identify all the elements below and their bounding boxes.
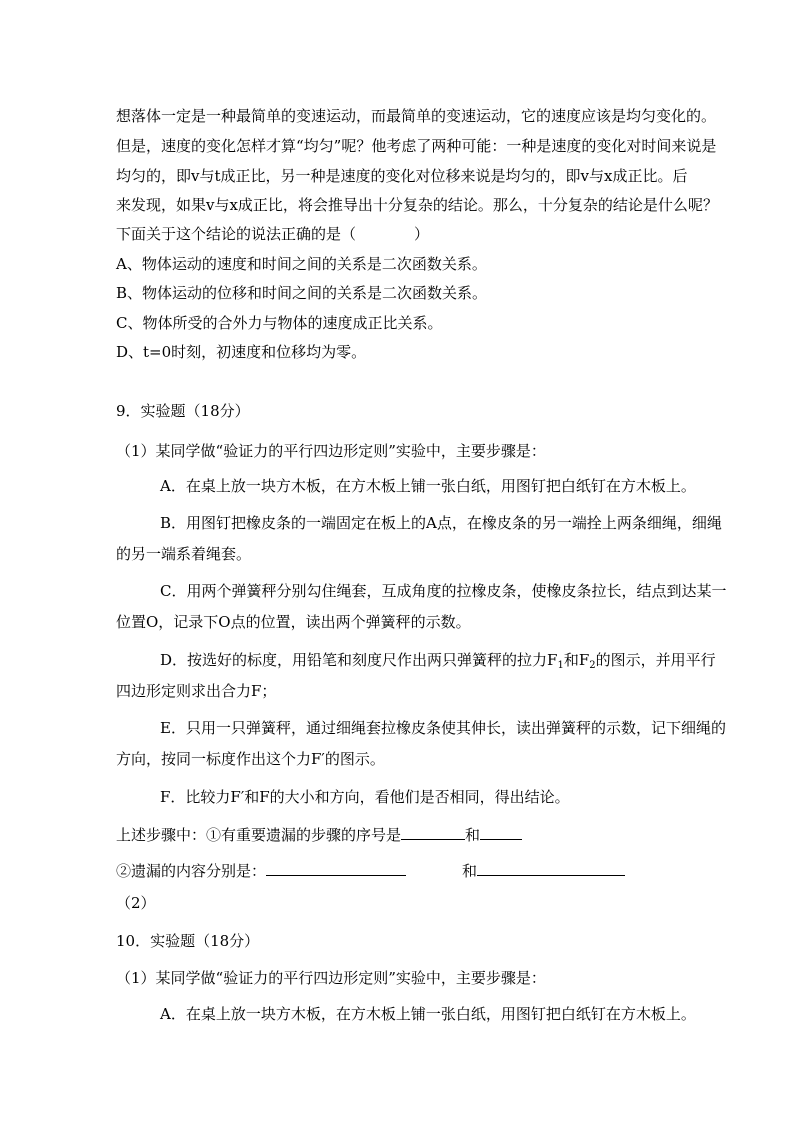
q9-intro: （1）某同学做“验证力的平行四边形定则”实验中，主要步骤是： — [116, 442, 546, 460]
q9-ask-2-and: 和 — [462, 862, 478, 880]
option-a: A、物体运动的速度和时间之间的关系是二次函数关系。 — [116, 255, 487, 273]
passage-question-line — [116, 224, 691, 244]
q9-ask-2 — [116, 861, 691, 881]
passage-line-4: 来发现，如果v与x成正比，将会推导出十分复杂的结论。那么，十分复杂的结论是什么呢？ — [116, 196, 718, 214]
q9-title: 9．实验题（18分） — [116, 402, 250, 420]
q9-ask-1-and: 和 — [465, 826, 481, 844]
question-close-paren: ） — [414, 225, 430, 243]
q9-step-c-line2: 位置O，记录下O点的位置，读出两个弹簧秤的示数。 — [116, 613, 471, 631]
option-c: C、物体所受的合外力与物体的速度成正比关系。 — [116, 314, 443, 332]
passage-line-1: 想落体一定是一种最简单的变速运动，而最简单的变速运动，它的速度应该是均匀变化的。 — [116, 107, 717, 125]
q9-step-b-line1: B．用图钉把橡皮条的一端固定在板上的A点，在橡皮条的另一端拴上两条细绳，细绳 — [160, 514, 722, 532]
q9-step-e-line2: 方向，按同一标度作出这个力F′的图示。 — [116, 750, 385, 768]
q9-step-a: A．在桌上放一块方木板，在方木板上铺一张白纸，用图钉把白纸钉在方木板上。 — [160, 477, 696, 495]
passage-line-3: 均匀的，即v与t成正比，另一种是速度的变化对位移来说是均匀的，即v与x成正比。后 — [116, 167, 688, 185]
subscript-1: 1 — [557, 660, 564, 671]
q10-title: 10．实验题（18分） — [116, 932, 260, 950]
q10-intro: （1）某同学做“验证力的平行四边形定则”实验中，主要步骤是： — [116, 969, 546, 987]
answer-blank-3[interactable] — [266, 861, 406, 876]
option-b: B、物体运动的位移和时间之间的关系是二次函数关系。 — [116, 284, 488, 302]
q9-step-f: F．比较力F′和F的大小和方向，看他们是否相同，得出结论。 — [160, 788, 570, 806]
q9-step-d-text-1: D．按选好的标度，用铅笔和刻度尺作出两只弹簧秤的拉力F — [160, 651, 558, 669]
question-stem: 下面关于这个结论的说法正确的是（ — [116, 225, 357, 243]
answer-blank-2[interactable] — [480, 825, 522, 840]
option-d: D、t=0时刻，初速度和位移均为零。 — [116, 343, 367, 361]
q9-ask-1-text: 上述步骤中：①有重要遗漏的步骤的序号是 — [116, 826, 402, 844]
q9-ask-2-text: ②遗漏的内容分别是： — [116, 862, 267, 880]
subscript-2: 2 — [589, 660, 596, 671]
answer-blank-4[interactable] — [477, 861, 625, 876]
q9-step-b-line2: 的另一端系着绳套。 — [116, 545, 252, 563]
q9-step-d-line1 — [160, 650, 716, 676]
answer-blank-1[interactable] — [401, 825, 465, 840]
q9-step-d-text-2: 和F — [563, 651, 590, 669]
q9-part-2: （2） — [116, 894, 156, 912]
q10-step-a: A．在桌上放一块方木板，在方木板上铺一张白纸，用图钉把白纸钉在方木板上。 — [160, 1005, 696, 1023]
q9-step-c-line1: C．用两个弹簧秤分别勾住绳套，互成角度的拉橡皮条，使橡皮条拉长，结点到达某一 — [160, 582, 727, 600]
q9-ask-1 — [116, 825, 691, 845]
q9-step-d-line2: 四边形定则求出合力F； — [116, 682, 277, 700]
q9-step-e-line1: E．只用一只弹簧秤，通过细绳套拉橡皮条使其伸长，读出弹簧秤的示数，记下细绳的 — [160, 719, 726, 737]
passage-line-2: 但是，速度的变化怎样才算“均匀”呢？他考虑了两种可能：一种是速度的变化对时间来说是 — [116, 137, 717, 155]
q9-step-d-text-3: 的图示，并用平行 — [595, 651, 716, 669]
